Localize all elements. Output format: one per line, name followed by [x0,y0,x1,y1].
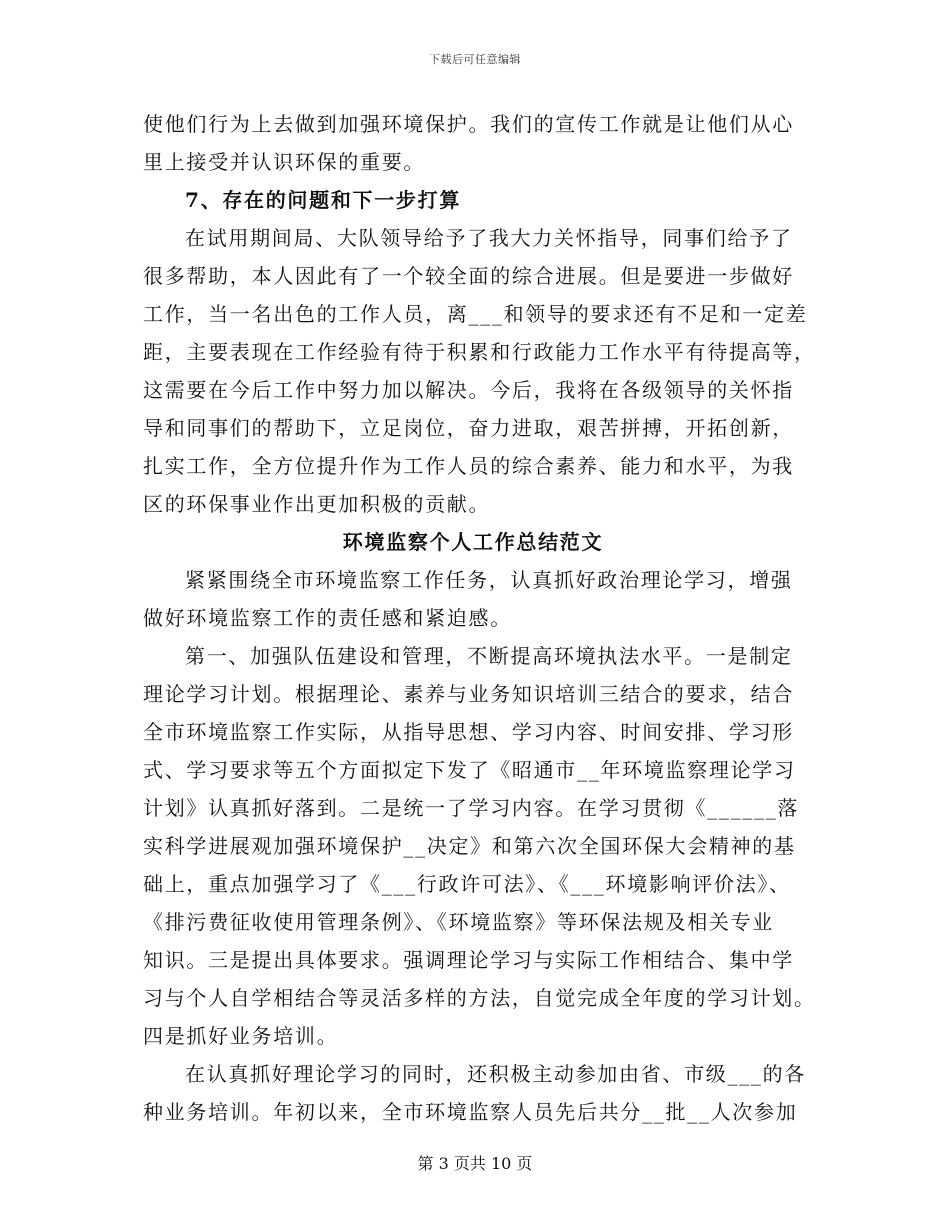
body-line: 扎实工作，全方位提升作为工作人员的综合素养、能力和水平，为我 [143,454,794,478]
body-line: 区的环保事业作出更加积极的贡献。 [143,492,491,516]
body-line: 使他们行为上去做到加强环境保护。我们的宣传工作就是让他们从心 [143,112,794,136]
body-line: 四是抓好业务培训。 [143,1024,339,1048]
body-line: 实科学进展观加强环境保护__决定》和第六次全国环保大会精神的基 [143,834,796,858]
body-line: 《排污费征收使用管理条例》、《环境监察》等环保法规及相关专业 [143,910,774,934]
body-line: 导和同事们的帮助下，立足岗位，奋力进取，艰苦拼搏，开拓创新， [143,416,794,440]
body-line: 距，主要表现在工作经验有待于积累和行政能力工作水平有待提高等， [143,340,816,364]
body-line: 式、学习要求等五个方面拟定下发了《昭通市__年环境监察理论学习 [143,758,796,782]
body-line: 全市环境监察工作实际，从指导思想、学习内容、时间安排、学习形 [143,720,794,744]
body-line: 第一、加强队伍建设和管理，不断提高环境执法水平。一是制定 [185,644,793,668]
body-line: 在试用期间局、大队领导给予了我大力关怀指导，同事们给予了 [185,226,793,250]
body-line: 做好环境监察工作的责任感和紧迫感。 [143,606,512,630]
header-note: 下载后可任意编辑 [429,53,521,66]
body-line: 理论学习计划。根据理论、素养与业务知识培训三结合的要求，结合 [143,682,794,706]
body-line: 种业务培训。年初以来，全市环境监察人员先后共分__批__人次参加 [143,1100,798,1124]
section-heading: 7、存在的问题和下一步打算 [185,188,462,212]
body-line: 工作，当一名出色的工作人员，离___和领导的要求还有不足和一定差 [143,302,808,326]
body-line: 础上，重点加强学习了《___行政许可法》、《___环境影响评价法》、 [143,872,791,896]
article-title: 环境监察个人工作总结范文 [342,530,604,554]
body-line: 很多帮助，本人因此有了一个较全面的综合进展。但是要进一步做好 [143,264,794,288]
body-line: 在认真抓好理论学习的同时，还积极主动参加由省、市级___的各 [185,1062,806,1086]
body-line: 紧紧围绕全市环境监察工作任务，认真抓好政治理论学习，增强 [185,568,793,592]
body-line: 里上接受并认识环保的重要。 [143,150,426,174]
body-line: 习与个人自学相结合等灵活多样的方法，自觉完成全年度的学习计划。 [143,986,816,1010]
document-body [143,105,816,1131]
page-number: 第 3 页共 10 页 [417,1154,533,1173]
body-line: 知识。三是提出具体要求。强调理论学习与实际工作相结合、集中学 [143,948,794,972]
body-line: 计划》认真抓好落到。二是统一了学习内容。在学习贯彻《______落 [143,796,800,820]
body-line: 这需要在今后工作中努力加以解决。今后，我将在各级领导的关怀指 [143,378,794,402]
